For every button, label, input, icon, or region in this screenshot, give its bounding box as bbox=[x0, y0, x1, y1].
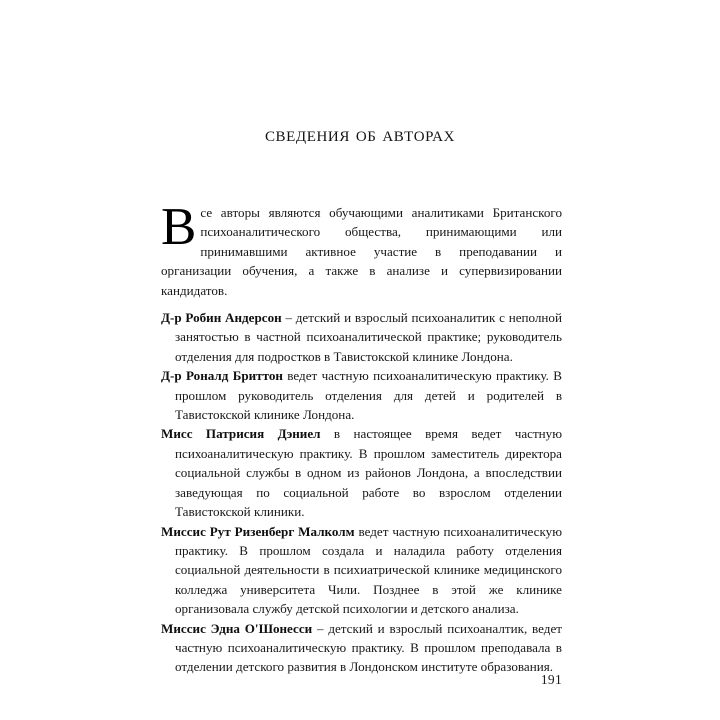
author-description: в настоящее время ведет частную психоаналитическую практику. В прошлом заместитель директора социальной службы в одном из районов Лондона, а впоследствии заведующая по социальной работе во взрослом отделении Тавистокской клиники. bbox=[175, 426, 562, 520]
author-name: Д-р Робин Андерсон bbox=[161, 310, 282, 326]
author-entries-list bbox=[161, 308, 562, 677]
author-entry bbox=[161, 308, 562, 366]
page-title: сведения об авторах bbox=[264, 122, 456, 147]
author-entry bbox=[161, 619, 562, 677]
author-description: ведет частную психоаналитическую практику. В прошлом руководитель отделения для детей и родителей в Тавистокской клинике Лондона. bbox=[175, 368, 562, 423]
author-name: Миссис Рут Ризенберг Малколм bbox=[161, 523, 355, 539]
author-description: – детский и взрослый психоаналтик, ведет частную психоаналитическую практику. В прошлом преподавала в отделении детского развития в Лондонском институте образования. bbox=[175, 620, 562, 675]
author-entry bbox=[161, 424, 562, 521]
page-number: 191 bbox=[540, 672, 562, 687]
author-name: Д-р Роналд Бриттон bbox=[161, 368, 283, 384]
author-entry bbox=[161, 522, 562, 619]
author-name: Мисс Патрисия Дэниел bbox=[161, 426, 321, 442]
intro-paragraph: Все авторы являются обучающими аналитиками Британского психоаналитического общества, принимающими или принимавшими активное участие в преподавании и организации обучения, а также в анализе и супервизировании кандидатов. bbox=[161, 198, 562, 298]
author-entry bbox=[161, 366, 562, 424]
author-description: – детский и взрослый психоаналитик с неполной занятостью в частной психоаналитической практике; руководитель отделения для подростков в Тавистокской клинике Лондона. bbox=[175, 310, 562, 364]
text-column bbox=[161, 198, 562, 677]
author-description: ведет частную психоаналитическую практику. В прошлом создала и наладила работу отделения социальной деятельности в психиатрической клинике медицинского колледжа университета Чили. Позднее в этой же клинике организовала службу детской психологии и детского анализа. bbox=[175, 523, 562, 617]
author-name: Миссис Эдна О'Шонесси bbox=[161, 620, 313, 636]
